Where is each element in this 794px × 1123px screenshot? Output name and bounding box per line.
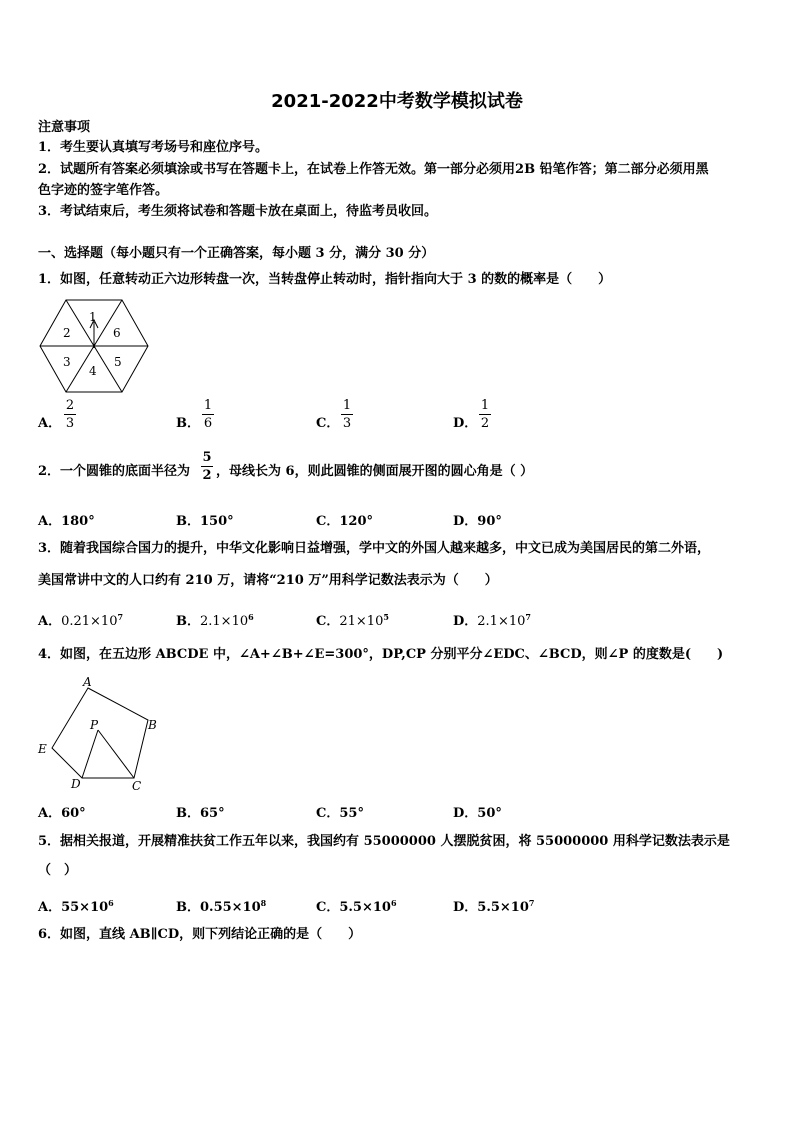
option: A．180° — [38, 514, 95, 529]
point-label: D — [71, 777, 81, 791]
hex-label: 2 — [63, 326, 71, 340]
option: A．60° — [38, 806, 86, 821]
question-2-text: ，母线长为 6，则此圆锥的侧面展开图的圆心角是（ ） — [216, 464, 534, 479]
option-fraction: 1 6 — [203, 398, 213, 431]
option: A．$55\times 10^6$ — [38, 898, 114, 915]
question-3-text: 美国常讲中文的人口约有 210 万，请将“210 万”用科学记数法表示为（ ） — [38, 573, 498, 588]
hex-label: 1 — [89, 310, 97, 324]
option-fraction: 1 3 — [342, 398, 352, 431]
option-label: A． — [38, 416, 62, 431]
option: C．$21\times 10^5$ — [316, 612, 389, 629]
option-label: C． — [316, 416, 340, 431]
hex-label: 3 — [63, 355, 71, 369]
option: B．150° — [176, 514, 234, 529]
hex-label: 5 — [114, 355, 122, 369]
question-5-text: 5．据相关报道，开展精准扶贫工作五年以来，我国约有 55000000 人摆脱贫困，将 55000000 用科学记数法表示是 — [38, 834, 730, 849]
point-label: B — [148, 718, 157, 732]
option-label: B． — [176, 416, 200, 431]
question-1-text: 1．如图，任意转动正六边形转盘一次，当转盘停止转动时，指针指向大于 3 的数的概率是（ ） — [38, 272, 612, 287]
notice-item: 2．试题所有答案必须填涂或书写在答题卡上，在试卷上作答无效。第一部分必须用2B 铅笔作答；第二部分必须用黑 — [38, 162, 709, 177]
option-label: D． — [453, 416, 478, 431]
hex-label: 6 — [113, 326, 121, 340]
question-4-text: 4．如图，在五边形 ABCDE 中，∠A+∠B+∠E=300°，DP,CP 分别平分∠EDC、∠BCD，则∠P 的度数是( ) — [38, 647, 724, 662]
option-fraction: 2 3 — [65, 398, 75, 431]
point-label: C — [132, 779, 142, 793]
pentagon-figure — [36, 674, 166, 794]
notice-item: 1．考生要认真填写考场号和座位序号。 — [38, 140, 269, 155]
section-heading: 一、选择题（每小题只有一个正确答案，每小题 3 分，满分 30 分） — [38, 246, 435, 261]
option: D．90° — [453, 514, 502, 529]
option: A．$0.21\times 10^7$ — [38, 612, 124, 629]
option-fraction: 1 2 — [480, 398, 490, 431]
option: B．$0.55\times 10^8$ — [176, 898, 267, 915]
point-label: P — [90, 718, 99, 732]
option: B．65° — [176, 806, 225, 821]
option: D．50° — [453, 806, 502, 821]
question-2-text: 2．一个圆锥的底面半径为 — [38, 464, 191, 479]
hex-label: 4 — [89, 364, 97, 378]
option: D．$2.1\times 10^7$ — [453, 612, 531, 629]
hexagon-spinner-figure — [38, 298, 150, 394]
option: C．$5.5\times 10^6$ — [316, 898, 397, 915]
question-6-text: 6．如图，直线 AB∥CD，则下列结论正确的是（ ） — [38, 927, 362, 942]
option: C．55° — [316, 806, 364, 821]
option: B．$2.1\times 10^6$ — [176, 612, 254, 629]
page-title: 2021-2022中考数学模拟试卷 — [271, 91, 523, 112]
point-label: E — [38, 742, 47, 756]
radius-fraction: 5 2 — [202, 450, 212, 483]
option: C．120° — [316, 514, 373, 529]
notice-item: 色字迹的签字笔作答。 — [38, 183, 169, 198]
question-5-text: （ ） — [38, 863, 78, 878]
question-3-text: 3．随着我国综合国力的提升，中华文化影响日益增强，学中文的外国人越来越多，中文已成为美国居民的第二外语， — [38, 541, 711, 556]
point-label: A — [83, 675, 92, 689]
notice-heading: 注意事项 — [38, 120, 91, 135]
option: D．$5.5\times 10^7$ — [453, 898, 535, 915]
notice-item: 3．考试结束后，考生须将试卷和答题卡放在桌面上，待监考员收回。 — [38, 204, 438, 219]
